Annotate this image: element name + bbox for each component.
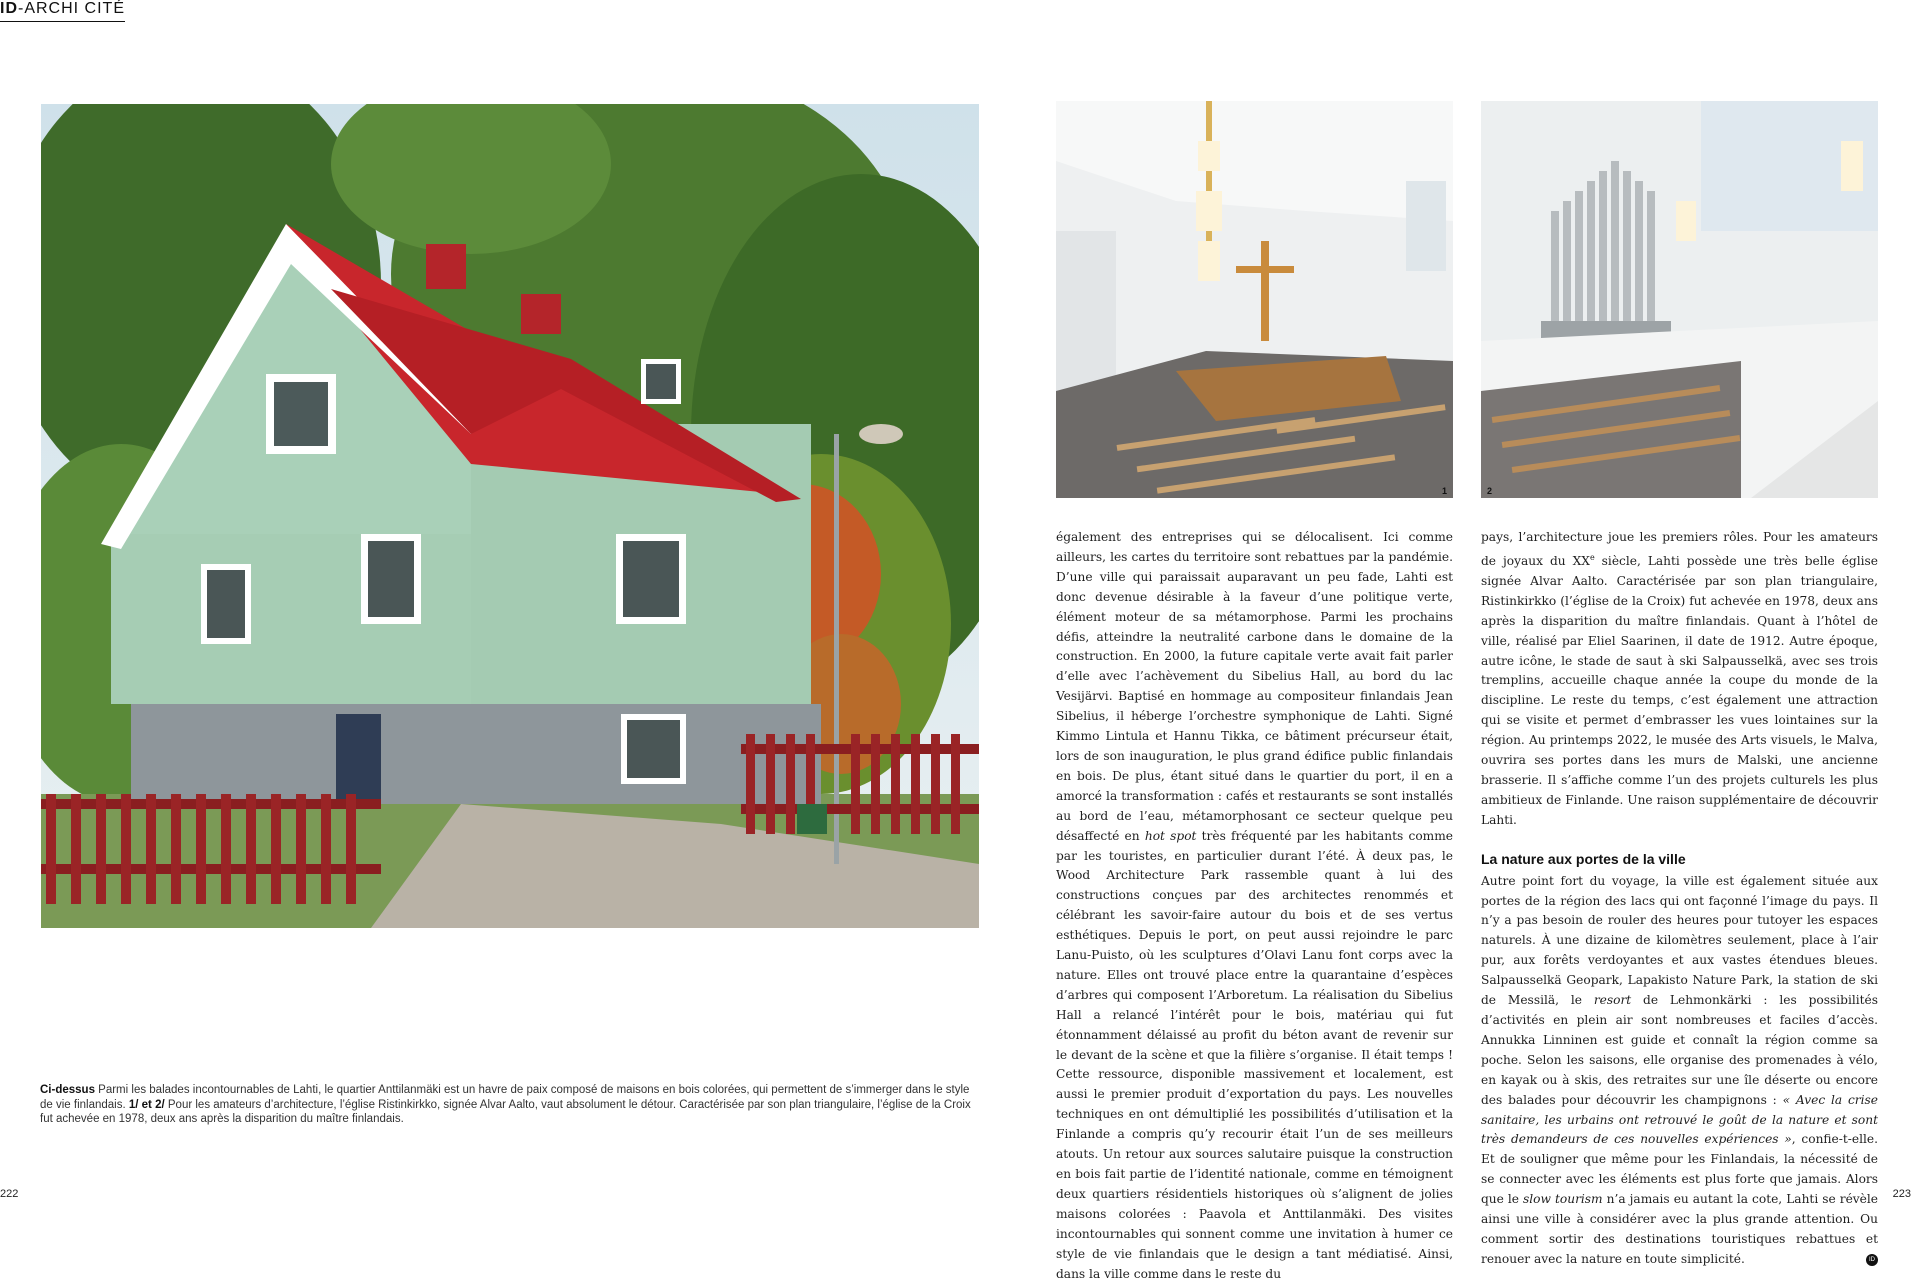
col2-italic-resort: resort — [1593, 993, 1632, 1008]
col2-text-a: pays, l’architecture joue les premiers rôles. Pour les amateurs de joyaux du XX — [1481, 530, 1878, 568]
col2-text-d: de Lehmonkärki : les possibilités d’activités en plein air sont nombreuses et faciles d’accès. Annukka Linninen est guide et connaît la région comme sa poche. Selon les saisons, elle organise des promenades à vélo, en kayak ou à skis, des retraites sur une île déserte ou encore des balades pour découvrir les champignons : — [1481, 993, 1878, 1107]
photo-caption — [40, 1083, 980, 1127]
church-interior-photo-2 — [1481, 101, 1878, 498]
col2-italic-quote: « Avec la crise sanitaire, les urbains ont retrouvé le goût de la nature et sont très demandeurs de ces nouvelles expériences » — [1481, 1092, 1878, 1147]
body-column-2 — [1481, 528, 1878, 1270]
col2-sup: e — [1589, 552, 1595, 562]
photo-number-2: 2 — [1487, 486, 1493, 496]
col2-text-e: , confie-t-elle. Et de souligner que même pour les Finlandais, la nécessité de se connecter avec les éléments est plus forte que jamais. Alors que le — [1481, 1132, 1878, 1207]
photo-number-1: 1 — [1441, 486, 1447, 496]
col2-italic-slow-tourism: slow tourism — [1523, 1192, 1603, 1207]
column-2-paragraph-1 — [1481, 528, 1878, 831]
caption-lead: Ci-dessus — [40, 1084, 95, 1096]
column-1-paragraph — [1056, 528, 1453, 1284]
section-label: -ARCHI CITÉ — [18, 0, 125, 17]
brand-label: ID — [0, 0, 18, 17]
church-interior-photo-1 — [1056, 101, 1453, 498]
col1-text-b: très fréquenté par les habitants comme par les touristes, en particulier durant l’été. À deux pas, le Wood Architecture Park rassemble quant à lui des constructions conçues par des architectes renommés et célébrant les savoir-faire autour du bois et de ses vertus esthétiques. Depuis le port, on peut aussi rejoindre le parc Lanu-Puisto, où les sculptures d’Olavi Lanu font corps avec la nature. Elles ont trouvé place entre la quarantaine d’espèces d’arbres qui composent l’Arboretum. La réalisation du Sibelius Hall a relancé l’intérêt pour le bois, matériau qui fut étonnamment délaissé au profit du béton avant de revenir sur le devant de la scène et que la filière s’organise. Il était temps ! Cette ressource, disponible massivement et localement, est aussi le premier produit d’exportation du pays. Les nouvelles techniques en ont démultiplié les possibilités d’utilisation et la Finlande a compris qu’y recourir était l’un de ses meilleurs atouts. Un retour aux sources salutaire puisque la construction en bois fait partie de l’identité nationale, comme en témoignent deux quartiers résidentiels historiques où s’alignent de jolies maisons colorées : Paavola et Anttilanmäki. Des visites incontournables qui sonnent comme une invitation à humer ce style de vie finlandais que le design a tant médiatisé. Ainsi, dans la ville comme dans le reste du — [1056, 828, 1454, 1281]
col2-text-c: Autre point fort du voyage, la ville est également située aux portes de la région des lacs qui ont façonné l’image du pays. Il n’y a pas besoin de rouler des heures pour tutoyer les espaces naturels. À une dizaine de kilomètres seulement, place à l’air pur, aux forêts verdoyantes et aux vastes étendues bleues. Salpausselkä Geopark, Lapakisto Nature Park, la station de ski de Messilä, le — [1481, 873, 1878, 1008]
subheading: La nature aux portes de la ville — [1481, 850, 1686, 867]
caption-text-2: Pour les amateurs d’architecture, l’église Ristinkirkko, signée Alvar Aalto, vaut absolument le détour. Caractérisée par son plan triangulaire, l’église de la Croix fut achevée en 1978, deux ans après la disparition du maître finlandais. — [40, 1098, 971, 1125]
col1-italic-hot-spot: hot spot — [1144, 828, 1197, 843]
body-column-1 — [1056, 528, 1453, 1284]
col2-text-f: n’a jamais eu autant la cote, Lahti se révèle ainsi une ville à considérer avec la plus grande attention. Ou comment sortir des destinations touristiques rebattues et renouer avec la nature en toute simplicité. — [1481, 1192, 1878, 1266]
page-number-right: 223 — [1892, 1188, 1911, 1200]
column-2-paragraph-2 — [1481, 872, 1878, 1270]
col2-text-b: siècle, Lahti possède une très belle église signée Alvar Aalto. Caractérisée par son plan triangulaire, Ristinkirkko (l’église de la Croix) fut achevée en 1978, deux ans après la disparition du maître finlandais. Quant à l’hôtel de ville, réalisé par Eliel Saarinen, il date de 1912. Autre époque, autre icône, le stade de saut à ski Salpausselkä, avec ses trois tremplins, accueille chaque année la coupe du monde de la discipline. Le reste du temps, c’est également une attraction qui se visite et permet d’embrasser les vues lointaines sur la région. Au printemps 2022, le musée des Arts visuels, le Malva, ouvrira ses portes dans les murs de Malski, une ancienne brasserie. Il s’affiche comme l’un des projets culturels les plus ambitieux de Finlande. Une raison supplémentaire de découvrir Lahti. — [1481, 553, 1878, 827]
end-mark-icon: ID — [1866, 1254, 1878, 1266]
page-number-left: 222 — [0, 1188, 19, 1200]
caption-text-1: Parmi les balades incontournables de Lahti, le quartier Anttilanmäki est un havre de paix composé de maisons en bois colorées, qui permettent de s’immerger dans le style de vie finlandais. — [40, 1084, 970, 1111]
col1-text-a: également des entreprises qui se délocalisent. Ici comme ailleurs, les cartes du territoire sont rebattues par la pandémie. D’une ville qui paraissait auparavant un peu fade, Lahti est donc devenue désirable à la faveur d’une politique verte, élément moteur de sa métamorphose. Parmi les prochains défis, atteindre la neutralité carbone dans le domaine de la construction. En 2000, la future capitale verte avait fait parler d’elle avec l’achèvement du Sibelius Hall, au bord du lac Vesijärvi. Baptisé en hommage au compositeur finlandais Jean Sibelius, il héberge l’orchestre symphonique de Lahti. Signé Kimmo Lintula et Hannu Tikka, ce bâtiment précurseur était, lors de son inauguration, le plus grand édifice public finlandais en bois. De plus, étant situé dans le quartier du port, il en a amorcé la transformation : cafés et restaurants se sont installés au bord de l’eau, métamorphosant ce secteur quelque peu désaffecté en — [1056, 530, 1453, 843]
house-photo — [41, 104, 979, 928]
section-header — [0, 0, 125, 22]
caption-lead-2: 1/ et 2/ — [128, 1098, 165, 1111]
